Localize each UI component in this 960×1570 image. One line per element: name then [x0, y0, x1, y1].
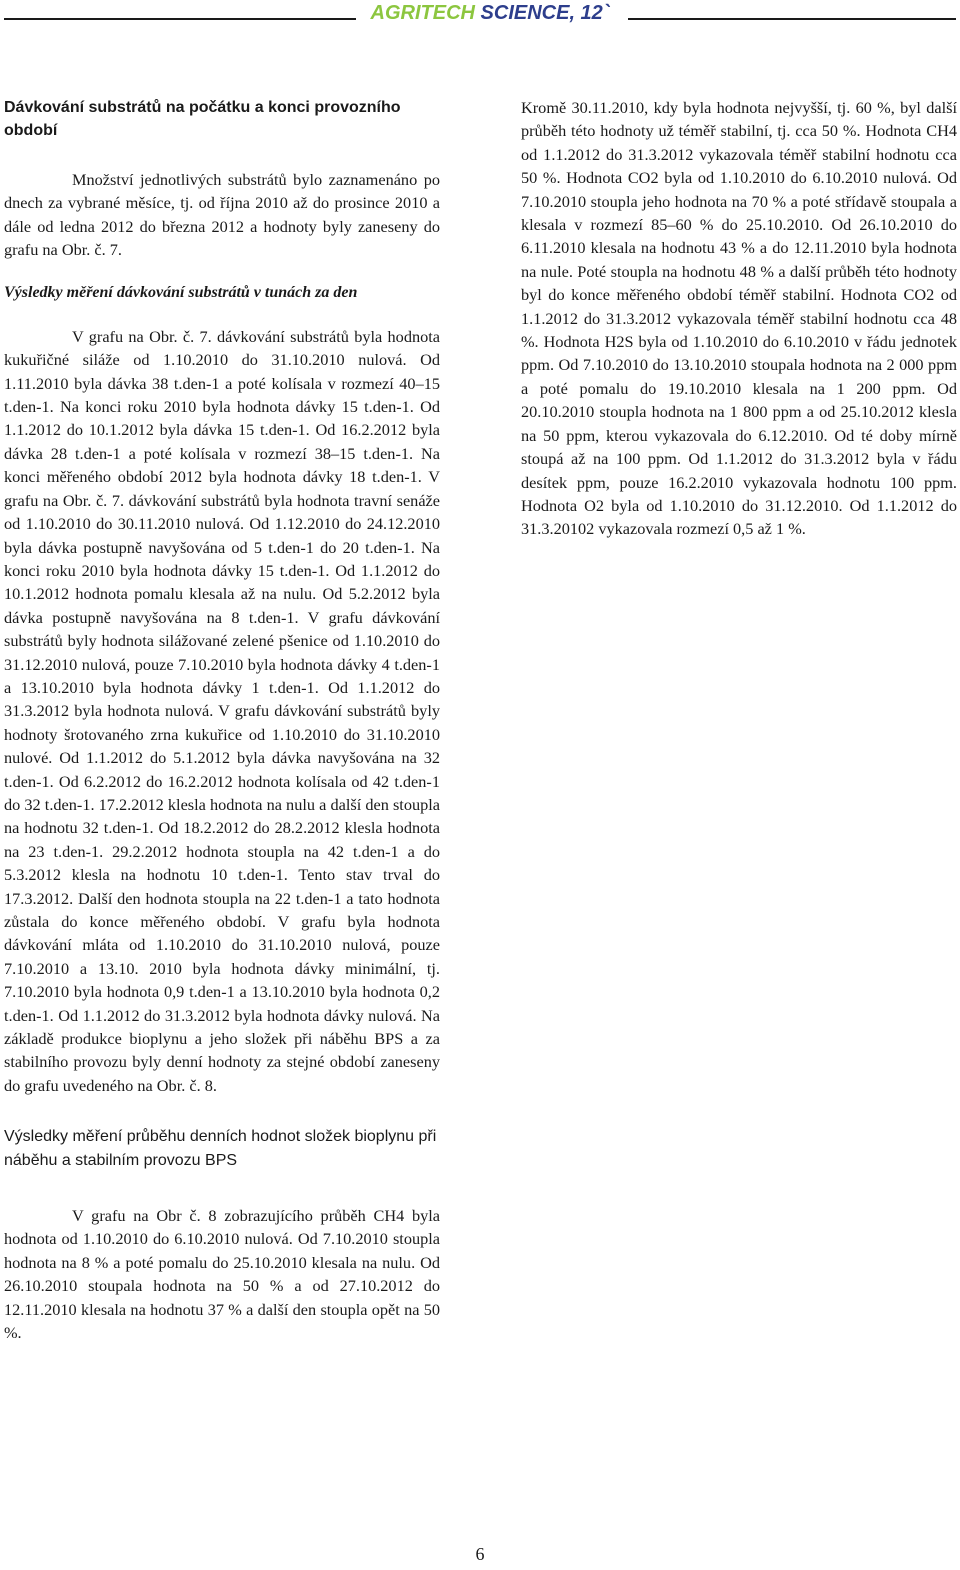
journal-title — [352, 2, 628, 25]
running-header — [0, 0, 960, 34]
right-column — [521, 96, 957, 541]
journal-brand: AGRITECH — [370, 2, 475, 24]
journal-issue: SCIENCE, 12` — [474, 2, 610, 24]
paragraph-substrate-recording: Množství jednotlivých substrátů bylo zaznamenáno po dnech za vybrané měsíce, tj. od října 2010 až do prosince 2010 a dále od ledna 2012 do března 2012 a hodnoty byly zaneseny do grafu na Obr. č. 7. — [4, 169, 440, 260]
paragraph-dosing-results: V grafu na Obr. č. 7. dávkování substrátů byla hodnota kukuřičné siláže od 1.10.2010 do 31.10.2010 nulová. Od 1.11.2010 byla dávka 38 t.den-1 a poté kolísala v rozmezí 40–15 t.den-1. Na konci roku 2010 byla hodnota dávky 15 t.den-1. Od 1.1.2012 do 10.1.2012 byla dávka 15 t.den-1. Od 16.2.2012 byla dávka 28 t.den-1 a poté kolísala v rozmezí 38–15 t.den-1. Na konci měřeného období 2012 byla hodnota dávky 18 t.den-1. V grafu na Obr. č. 7. dávkování substrátů byla hodnota travní senáže od 1.10.2010 do 30.11.2010 nulová. Od 1.12.2010 do 24.12.2010 byla dávka postupně navyšována od 5 t.den-1 do 20 t.den-1. Na konci roku 2010 byla hodnota dávky 15 t.den-1. Od 1.1.2012 do 10.1.2012 hodnota pomalu klesala až na nulu. Od 5.2.2012 byla dávka postupně navyšována na 8 t.den-1. V grafu dávkování substrátů byly hodnota silážované zelené pšenice od 1.10.2010 do 31.12.2010 nulová, pouze 7.10.2010 byla hodnota dávky 4 t.den-1 a 13.10.2010 byla hodnota dávky 1 t.den-1. Od 1.1.2012 do 31.3.2012 byla hodnota nulová. V grafu dávkování substrátů byly hodnoty šrotovaného zrna kukuřice od 1.10.2010 do 31.10.2010 nulové. Od 1.1.2012 do 5.1.2012 byla dávka navyšována na 32 t.den-1. Od 6.2.2012 do 16.2.2012 hodnota kolísala od 42 t.den-1 do 32 t.den-1. 17.2.2012 klesla hodnota na nulu a další den stoupla na hodnotu 32 t.den-1. Od 18.2.2012 do 28.2.2012 klesla hodnota na 23 t.den-1. 29.2.2012 hodnota stoupla na 42 t.den-1 a do 5.3.2012 klesla na hodnotu 10 t.den-1. Tento stav trval do 17.3.2012. Další den hodnota stoupla na 22 t.den-1 a tato hodnota zůstala do konce měřeného období. V grafu byla hodnota dávkování mláta od 1.10.2010 do 31.10.2010 nulová, pouze 7.10.2010 a 13.10. 2010 byla hodnota dávky minimální, tj. 7.10.2010 byla hodnota 0,9 t.den-1 a 13.10.2010 byla hodnota 0,2 t.den-1. Od 1.1.2012 do 31.3.2012 byla hodnota dávky nulová. Na základě produkce bioplynu a jeho složek při náběhu BPS a za stabilního provozu byly denní hodnoty za stejné období zaneseny do grafu uvedeného na Obr. č. 8. — [4, 326, 440, 1095]
section-heading-substrate-dosing: Dávkování substrátů na počátku a konci provozního období — [4, 99, 401, 140]
left-column — [4, 96, 440, 1345]
header-rule-left — [4, 18, 356, 20]
subheading-dosing-results: Výsledky měření dávkování substrátů v tunách za den — [4, 284, 358, 302]
paragraph-gas-components: Kromě 30.11.2010, kdy byla hodnota nejvyšší, tj. 60 %, byl další průběh této hodnoty už téměř stabilní, tj. cca 50 %. Hodnota CH4 od 1.1.2012 do 31.3.2012 vykazovala téměř stabilní hodnotu cca 50 %. Hodnota CO2 byla od 1.10.2010 do 6.10.2010 nulová. Od 7.10.2010 stoupla jeho hodnota na 70 % a poté střídavě stoupala a klesala v rozmezí 85–60 % do 25.10.2010. Od 26.10.2010 do 6.11.2010 klesala na hodnotu 43 % a do 12.11.2010 byla hodnota na nule. Poté stoupla na hodnotu 48 % a další průběh této hodnoty byl do konce měřeného období téměř stabilní. Hodnota CO2 od 1.1.2012 do 31.3.2012 vykazovala téměř stabilní hodnotu cca 48 %. Hodnota H2S byla od 1.10.2010 do 6.10.2010 v řádu jednotek ppm. Od 7.10.2010 do 13.10.2010 stoupala hodnota na 2 000 ppm a poté pomalu do 19.10.2010 klesala na 1 200 ppm. Od 20.10.2010 stoupla hodnota na 1 800 ppm a od 25.10.2012 klesla na 50 ppm, kterou vykazovala do 6.12.2010. Od té doby mírně stoupá až na 100 ppm. Od 1.1.2012 do 31.3.2012 byla v řádu desítek ppm, pouze 16.2.2010 vykazovala hodnotu 100 ppm. Hodnota O2 byla od 1.10.2010 do 31.12.2010. Od 1.1.2012 do 31.3.20102 vykazovala rozmezí 0,5 až 1 %. — [521, 98, 957, 539]
paragraph-ch4-course: V grafu na Obr č. 8 zobrazujícího průběh CH4 byla hodnota od 1.10.2010 do 6.10.2010 nulová. Od 7.10.2010 stoupla hodnota na 8 % a poté pomalu do 25.10.2010 klesala na nulu. Od 26.10.2010 stoupala hodnota na 50 % a od 27.10.2012 do 12.11.2010 klesala na hodnotu 37 % a další den stoupla opět na 50 %. — [4, 1206, 440, 1343]
header-rule-right — [628, 18, 956, 20]
section-heading-biogas-components: Výsledky měření průběhu denních hodnot složek bioplynu při náběhu a stabilním provozu BPS — [4, 1128, 437, 1169]
page-number: 6 — [475, 1544, 485, 1564]
